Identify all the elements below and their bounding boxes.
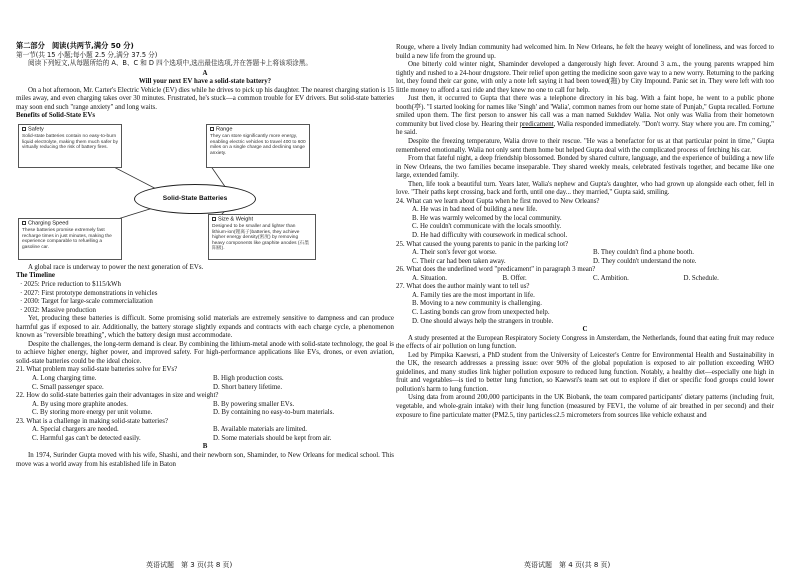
section-info: 第一节(共 15 小题;每小题 2.5 分,满分 37.5 分) [16, 50, 158, 59]
passage-b-para1-cont: Rouge, where a lively Indian community had welcomed him. In New Orleans, he felt the heavy weight of loneliness, and was forced to build a new life from the ground up. [396, 44, 774, 60]
footer-right: 英语试题 第 4 页(共 8 页) [524, 561, 611, 569]
option[interactable]: A. By using more graphite anodes. [32, 400, 128, 408]
checkbox-icon [22, 127, 26, 131]
option[interactable]: D. By containing no easy-to-burn materials. [213, 409, 335, 417]
safety-text: Solid-state batteries contain no easy-to-burn liquid electrolyte, making them much safer by virtually reducing the risk of battery fires. [22, 134, 118, 151]
size-title: Size & Weight [218, 216, 254, 223]
options-25-row2 [396, 258, 774, 267]
timeline-item: · 2030: Target for large-scale commercialization [20, 298, 153, 306]
options-23-row1 [16, 426, 394, 435]
option[interactable]: B. Available materials are limited. [213, 426, 308, 434]
option[interactable]: A. He was in bad need of building a new life. [412, 206, 538, 214]
passage-b-para6: Then, life took a beautiful turn. Years later, Walia's nephew and Gupta's daughter, who had grown up alongside each other, fell in love. "Their paths kept crossing, back and forth, until one day... they married," Gupta said, smiling. [396, 180, 774, 197]
passage-b-para5: From that fateful night, a deep friendship blossomed. Bonded by shared culture, language, and the experience of building a new life in New Orleans, the two families became inseparable. They shared weekly meals, celebrated festivals together, and became like one large, extended family. [396, 155, 774, 180]
timeline-title: The Timeline [16, 272, 55, 280]
option[interactable]: D. Short battery lifetime. [213, 383, 283, 391]
option[interactable]: C. Small passenger space. [32, 383, 104, 391]
charging-box [18, 218, 122, 260]
option[interactable]: B. He was warmly welcomed by the local community. [412, 214, 562, 222]
option[interactable]: D. Some materials should be kept from air. [213, 434, 332, 442]
option[interactable]: A. Long charging time. [32, 375, 97, 383]
option[interactable]: C. Harmful gas can't be detected easily. [32, 434, 141, 442]
passage-a-para3: Yet, producing these batteries is difficult. Some promising solid materials are extremely sensitive to dampness and can produce harmful gas if exposed to air. Additionally, the battery storage slightly expands and contracts with each charge cycle, a phenomenon known as "reversible breathing", which the battery design must accommodate. [16, 315, 394, 340]
range-box [206, 124, 310, 168]
footer-left: 英语试题 第 3 页(共 8 页) [146, 561, 233, 569]
option[interactable]: D. One should always help the strangers in trouble. [412, 317, 554, 325]
question-22: 22. How do solid-state batteries gain their advantages in size and weight? [16, 392, 219, 400]
options-26-row [396, 275, 774, 284]
options-21-row2 [16, 384, 394, 393]
options-21-row1 [16, 375, 394, 384]
option[interactable]: C. He couldn't communicate with the locals smoothly. [412, 223, 562, 231]
option[interactable]: A. Family ties are the most important in life. [412, 291, 535, 299]
passage-c-para1: A study presented at the European Respiratory Society Congress in Amsterdam, the Netherlands, found that eating fruit may reduce the effects of air pollution on lung function. [396, 334, 774, 351]
passage-a-para1: On a hot afternoon, Mr. Carter's Electric Vehicle (EV) dies while he drives to pick up his daughter. The nearest charging station is 15 miles away, and even charging takes over 30 minutes. Frustrated, he's stuck—a common trouble for EV drivers. But solid-state batteries may soon end such "range anxiety" and long waits. [16, 86, 394, 111]
passage-a-para2: A global race is underway to power the next generation of EVs. [28, 263, 204, 271]
charging-title: Charging Speed [28, 220, 69, 227]
size-weight-box [208, 214, 316, 260]
range-text: They can store significantly more energy, enabling electric vehicles to travel 400 to 600 miles on a single charge and declining range anxiety. [210, 134, 306, 156]
options-23-row2 [16, 435, 394, 444]
range-title: Range [216, 126, 233, 133]
passage-b-para1-start: In 1974, Surinder Gupta moved with his wife, Shashi, and their newborn son, Shaminder, to New Orleans for medical school. This move was a world away from his established life in Baton [16, 451, 394, 468]
safety-box [18, 124, 122, 168]
option[interactable]: C. Ambition. [593, 274, 629, 282]
option[interactable]: C. By storing more energy per unit volume. [32, 409, 153, 417]
question-23: 23. What is a challenge in making solid-state batteries? [16, 417, 168, 425]
underlined-word: predicament [519, 120, 554, 128]
safety-title: Safety [28, 126, 44, 133]
option[interactable]: A. Situation. [412, 274, 448, 282]
option[interactable]: B. High production costs. [213, 375, 284, 383]
benefits-diagram [16, 122, 394, 262]
option[interactable]: D. He had difficulty with coursework in medical school. [412, 232, 568, 240]
option[interactable]: A. Special chargers are needed. [32, 426, 119, 434]
checkbox-icon [210, 127, 214, 131]
charging-text: These batteries promise extremely fast recharge times in just minutes, making the experience comparable to refuelling a gasoline car. [22, 228, 112, 250]
timeline-item: · 2025: Price reduction to $115/kWh [20, 281, 121, 289]
option[interactable]: A. Their son's fever got worse. [412, 249, 497, 257]
option[interactable]: D. They couldn't understand the note. [593, 257, 697, 265]
timeline-item: · 2032: Massive production [20, 306, 96, 314]
checkbox-icon [22, 221, 26, 225]
question-24: 24. What can we learn about Gupta when he first moved to New Orleans? [396, 197, 600, 205]
instructions: 阅读下列短文,从每题所给的 A、B、C 和 D 四个选项中,选出最佳选项,并在答题卡上将该项涂黑。 [28, 59, 312, 68]
option[interactable]: D. Schedule. [683, 274, 719, 282]
options-22-row1 [16, 401, 394, 410]
options-22-row2 [16, 409, 394, 418]
question-27: 27. What does the author mainly want to tell us? [396, 283, 530, 291]
option[interactable]: C. Lasting bonds can grow from unexpected help. [412, 308, 550, 316]
diagram-title: Benefits of Solid-State EVs [16, 112, 96, 120]
question-26: 26. What does the underlined word "predicament" in paragraph 3 mean? [396, 266, 596, 274]
option[interactable]: C. Their car had been taken away. [412, 257, 506, 265]
option[interactable]: B. By powering smaller EVs. [213, 400, 295, 408]
passage-b-para4: Despite the freezing temperature, Walia drove to their rescue. "He was a benefactor for us at that particular point in time," Gupta remembered emotionally. Walia not only sent them home but helped Gupta deal with the complicated process of fetching his car. [396, 138, 774, 154]
passage-b-label: B [202, 443, 208, 451]
center-ellipse: Solid-State Batteries [134, 184, 256, 214]
passage-a-label: A [202, 69, 208, 77]
left-column [16, 42, 394, 469]
options-25-row1 [396, 249, 774, 258]
part-title: 第二部分 阅读(共两节,满分 50 分) [16, 41, 134, 50]
size-text: Designed to be smaller and lighter than lithium-ion(锂离子)batteries, they achieve higher energy density(密度) by removing heavy components like graphite anodes (石墨阳极). [212, 224, 310, 252]
timeline-item: · 2027: First prototype demonstrations in vehicles [20, 289, 158, 297]
passage-a-para4: Despite the challenges, the long-term demand is clear. By combining the lithium-metal anode with solid-state technology, the goal is to achieve higher energy, higher power, and improved safety. For high-performance applications like EVs, drones, or even aviation, solid-state batteries could be the ideal choice. [16, 340, 394, 365]
right-column [396, 44, 774, 420]
passage-c-para2: Led by Pimpika Kaewsri, a PhD student from the University of Leicester's Centre for Environmental Health and Sustainability in the UK, the research addresses a pressing issue: over 90% of the global population is exposed to air pollution exceeding WHO guidelines, and many studies link higher pollution exposure to reduced lung function. Notably, a healthy diet—especially one high in fruit and vegetables—is tied to better lung function, so Kaewsri's team set out to explore if diet or specific food groups could lower pollution's harm to lung function. [396, 351, 774, 393]
option[interactable]: B. They couldn't find a phone booth. [593, 249, 695, 257]
passage-c-para3: Using data from around 200,000 participants in the UK Biobank, the team compared participants' dietary patterns (including fruit, vegetable, and whole-grain intake) with their lung function (measured by FEV1, the volume of air breathed in per second) and their exposure to fine particulate matter (PM2.5, tiny particles≤2.5 micrometers from sources like vehicle exhaust and [396, 394, 774, 419]
passage-b-para2: One bitterly cold winter night, Shaminder developed a dangerously high fever. Around 3 a.m., the young parents wrapped him tightly and rushed to a 24-hour drugstore. Their relief upon getting the medicine soon gave way to a new worry. Returning to the parking lot, they found their car gone, with only a note left saying it had been towed(拖) by City Impound. Panic set in. They were left with too little money to afford a taxi ride and they knew no one to call for help. [396, 61, 774, 94]
option[interactable]: B. Moving to a new community is challenging. [412, 300, 542, 308]
passage-c-label: C [582, 326, 588, 334]
passage-b-para3: Just then, it occurred to Gupta that there was a telephone directory in his bag. With a faint hope, he went to a public phone booth(亭). "I started looking for names like 'Singh' and 'Walia', common names from our home state of Punjab," Gupta recalled. Fortune smiled upon them. The first person to answer his call was a man named Sukhdev Walia. Not only was Walia from their hometown community but lived close by. Hearing their predicament, Walia responded immediately. "Don't worry. Stay where you are. I'm coming," he said. [396, 95, 774, 137]
question-25: 25. What caused the young parents to panic in the parking lot? [396, 240, 569, 248]
option[interactable]: B. Offer. [502, 274, 527, 282]
passage-a-title: Will your next EV have a solid-state battery? [138, 78, 272, 86]
checkbox-icon [212, 217, 216, 221]
question-21: 21. What problem may solid-state batteries solve for EVs? [16, 366, 178, 374]
